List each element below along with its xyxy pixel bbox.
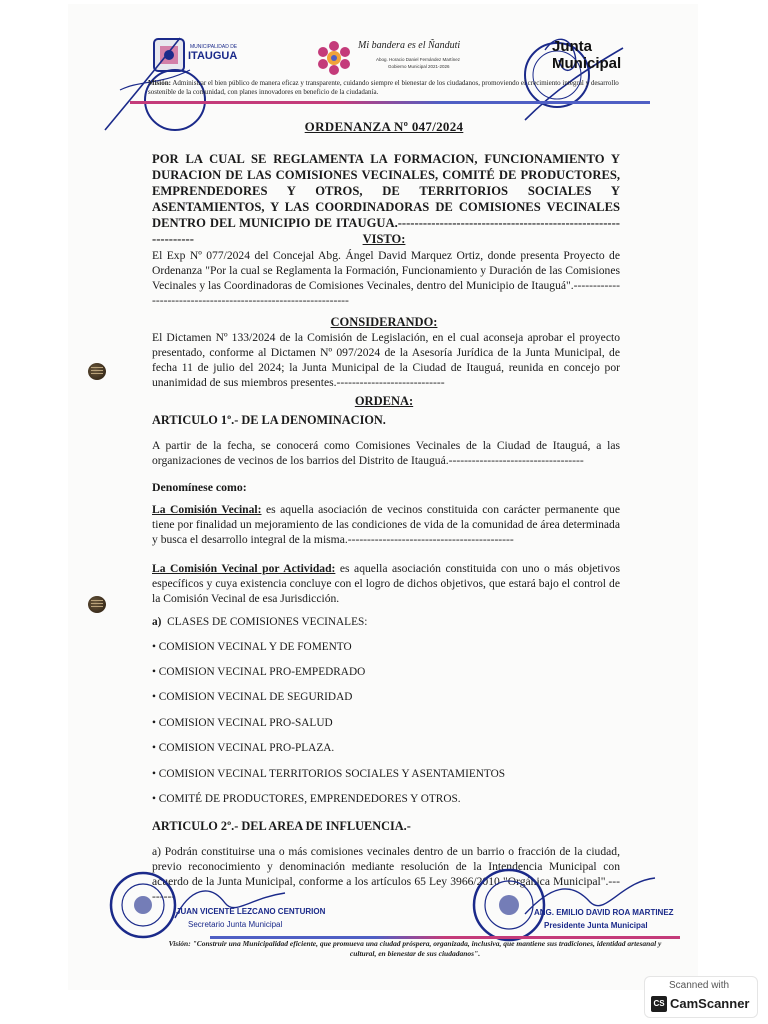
- comision-actividad-term: La Comisión Vecinal por Actividad:: [152, 562, 336, 575]
- clases-label: a): [152, 616, 162, 628]
- list-item: • COMITÉ DE PRODUCTORES, EMPRENDEDORES Y OTROS.: [152, 793, 461, 805]
- list-item: • COMISION VECINAL PRO-EMPEDRADO: [152, 666, 366, 678]
- secretaria-seal-stamp-icon: [108, 870, 178, 940]
- denominese-label: Denomínese como:: [152, 480, 247, 494]
- scanned-with-label: Scanned with: [669, 980, 730, 991]
- comision-actividad-text: es aquella asociación constituida con uno o más objetivos específicos y cuya existencia concluye con el logro de dichos objetivos, que estará bajo el control de la Comisión Vecinal de esa Jurisdicción.: [152, 562, 620, 605]
- punch-hole: [88, 363, 106, 380]
- considerando-text: El Dictamen Nº 133/2024 de la Comisión de Legislación, en el cual aconseja aprobar el proyecto presentado, conforme al Dictamen Nº 097/2024 de la Asesoría Jurídica de la Junta Municipal, de fecha 11 de julio del 2024; la Junta Municipal de la Ciudad de Itauguá, reunida en concejo por unanimidad de sus miembros presentes.----------------------------: [152, 331, 620, 389]
- comision-vecinal-text: es aquella asociación de vecinos constituida con carácter permanente que tiene por finalidad un mejoramiento de las condiciones de vida de la comunidad de área determinada y busca el desarrollo integral de la misma.-------------------------------------------: [152, 503, 620, 546]
- list-item: • COMISION VECINAL TERRITORIOS SOCIALES Y ASENTAMIENTOS: [152, 768, 506, 780]
- article-1-text: A partir de la fecha, se conocerá como Comisiones Vecinales de la Ciudad de Itauguá, a las organizaciones de vecinos de los barrios del Distrito de Itauguá.-----------------------------------: [152, 439, 620, 467]
- slogan: Mi bandera es el Ñanduti: [358, 40, 461, 51]
- municipality-subtitle: MUNICIPALIDAD DE: [190, 44, 238, 50]
- ordena-heading: ORDENA:: [354, 394, 414, 408]
- nanduti-flower-icon: [316, 40, 352, 76]
- ordinance-subject: POR LA CUAL SE REGLAMENTA LA FORMACION, FUNCIONAMIENTO Y DURACION DE LAS COMISIONES VECINALES, COMITÉ DE PRODUCTORES, EMPRENDEDORES Y OTROS, DE TERRITORIOS SOCIALES Y ASENTAMIENTOS, Y LAS COORDINADORAS DE COMISIONES VECINALES DENTRO DEL MUNICIPIO DE ITAUGUA.---------------------------------------------------------------: [152, 152, 620, 246]
- comision-vecinal-term: La Comisión Vecinal:: [152, 503, 262, 516]
- camscanner-logo-icon: CS: [651, 996, 667, 1012]
- president-name: ANG. EMILIO DAVID ROA MARTINEZ: [534, 908, 674, 917]
- mission-statement: [148, 79, 638, 97]
- vision-statement: Visión: "Construir una Municipalidad eficiente, que promueva una ciudad próspera, organizada, inclusiva, que mantiene sus tradiciones, identidad artesanal y cultural, en bienestar de sus ciudadanos".: [168, 939, 662, 958]
- mission-label: Misión:: [148, 79, 171, 87]
- punch-hole: [88, 596, 106, 613]
- president-role: Presidente Junta Municipal: [544, 921, 648, 930]
- comision-vecinal-definition: [152, 502, 620, 547]
- secretary-role: Secretario Junta Municipal: [188, 920, 283, 929]
- ordinance-title: ORDENANZA Nº 047/2024: [304, 119, 464, 134]
- clases-text: CLASES DE COMISIONES VECINALES:: [167, 616, 368, 628]
- junta-line-2: Municipal: [552, 55, 622, 72]
- municipality-name: ITAUGUA: [188, 50, 238, 62]
- article-2-text: a) Podrán constituirse una o más comisiones vecinales dentro de un barrio o fracción de la ciudad, previo reconocimiento y denominación mediante resolución de la Intendencia Municipal con acuerdo de la Junta Municipal, conforme a los artículos 65 Ley 3966/2010 "Orgánica Municipal".---------: [152, 845, 620, 903]
- camscanner-watermark: [644, 976, 758, 1018]
- list-item: • COMISION VECINAL PRO-SALUD: [152, 717, 333, 729]
- junta-line-1: Junta: [552, 38, 593, 55]
- article-2-heading: ARTICULO 2º.- DEL AREA DE INFLUENCIA.-: [152, 819, 411, 833]
- list-item: • COMISION VECINAL DE SEGURIDAD: [152, 691, 353, 703]
- visto-text: El Exp Nº 077/2024 del Concejal Abg. Ángel David Marquez Ortiz, donde presenta Proyecto de Ordenanza "Por la cual se Reglamenta la Formación, Funcionamiento y Duración de las Comisiones Vecinales y las Coordinadoras de Comisiones Vecinales, dentro del Municipio de Itauguá".---------------------------------------------------------------: [152, 249, 620, 307]
- slogan-mayor: Abog. Horacio Daniel Fernández Martínez: [376, 57, 461, 62]
- clases-heading: [152, 616, 367, 628]
- visto-heading: VISTO:: [362, 232, 406, 246]
- header-divider: [130, 101, 650, 104]
- junta-municipal-logo: [552, 38, 621, 72]
- mission-text: Administrar el bien público de manera eficaz y transparente, cuidando siempre el bienestar de los ciudadanos, promoviendo el crecimiento integral y desarrollo sostenible de la comunidad, con planes innovadores en beneficio de la ciudadanía.: [148, 79, 619, 96]
- comision-actividad-definition: [152, 561, 620, 606]
- article-1-heading: ARTICULO 1º.- DE LA DENOMINACION.: [152, 413, 386, 427]
- list-item: • COMISION VECINAL Y DE FOMENTO: [152, 641, 352, 653]
- secretary-name: JUAN VICENTE LEZCANO CENTURION: [176, 907, 326, 916]
- slogan-period: Gobierno Municipal 2021-2026: [388, 64, 450, 69]
- considerando-heading: CONSIDERANDO:: [330, 315, 438, 329]
- camscanner-app-name: CamScanner: [670, 996, 750, 1011]
- list-item: • COMISION VECINAL PRO-PLAZA.: [152, 742, 335, 754]
